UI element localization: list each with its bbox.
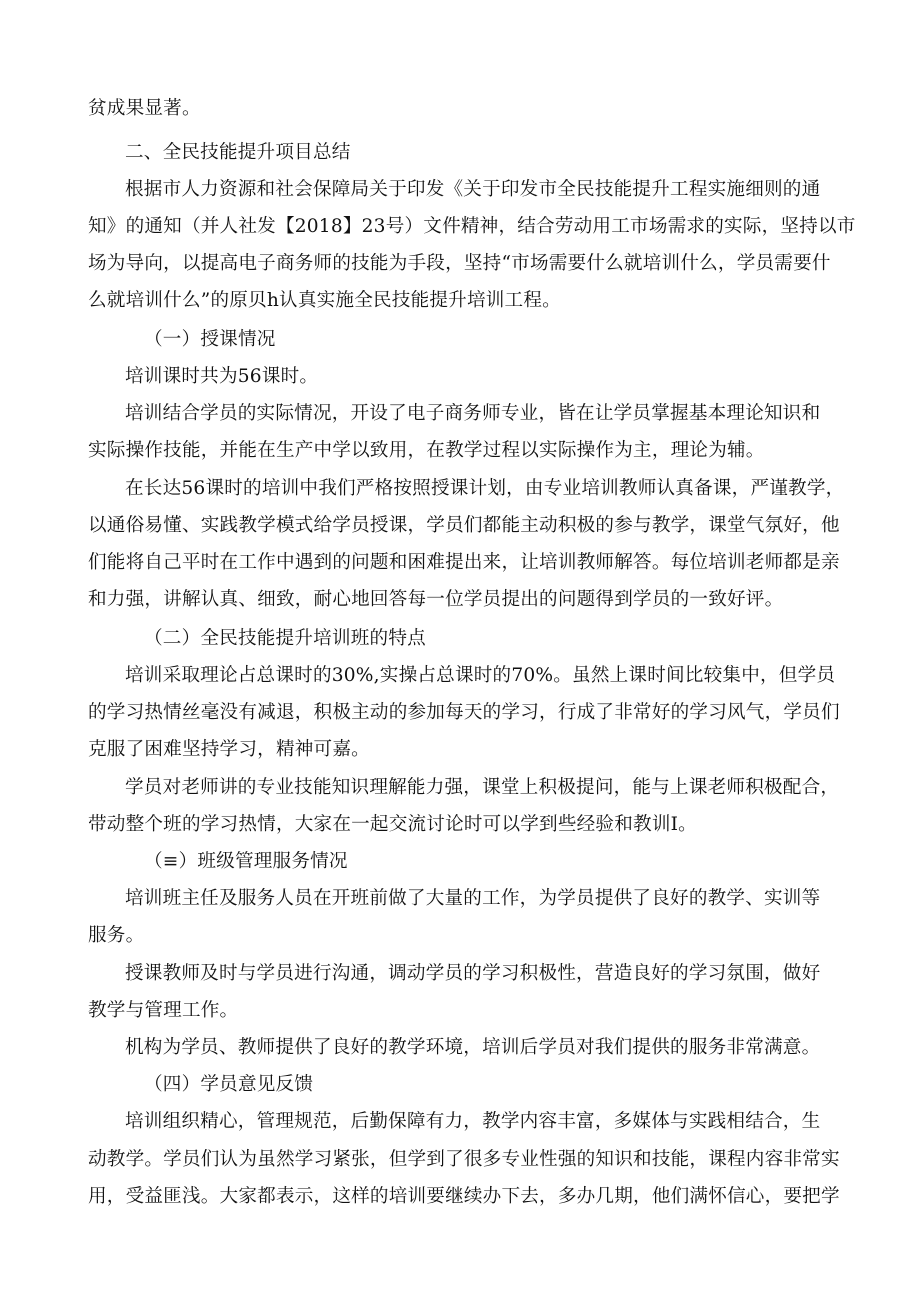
subsection-heading: （二）全民技能提升培训班的特点	[144, 628, 426, 649]
paragraph-line: 学员对老师讲的专业技能知识理解能力强，课堂上积极提问，能与上课老师积极配合，	[125, 777, 840, 798]
paragraph-line: 们能将自己平时在工作中遇到的问题和困难提出来，让培训教师解答。每位培训老师都是亲	[88, 552, 840, 573]
paragraph-line: 培训班主任及服务人员在开班前做了大量的工作，为学员提供了良好的教学、实训等	[125, 888, 821, 909]
paragraph-line: 教学与管理工作。	[88, 1000, 239, 1021]
paragraph-line: 培训采取理论占总课时的30%,实操占总课时的70%。虽然上课时间比较集中，但学员	[125, 665, 836, 686]
paragraph-line: 培训课时共为56课时。	[125, 366, 319, 387]
paragraph-line: 贫成果显著。	[88, 98, 201, 119]
paragraph-line: 培训结合学员的实际情况，开设了电子商务师专业，皆在让学员掌握基本理论知识和	[125, 403, 821, 424]
paragraph-line: 知》的通知（并人社发【2018】23号）文件精神，结合劳动用工市场需求的实际，坚持以市	[88, 216, 856, 237]
subsection-heading: （一）授课情况	[144, 329, 276, 350]
paragraph-line: 机构为学员、教师提供了良好的教学环境，培训后学员对我们提供的服务非常满意。	[125, 1037, 821, 1058]
subsection-heading: （四）学员意见反馈	[144, 1074, 314, 1095]
paragraph-line: 克服了困难坚持学习，精神可嘉。	[88, 739, 370, 760]
paragraph-line: 的学习热情丝毫没有减退，积极主动的参加每天的学习，行成了非常好的学习风气，学员们	[88, 702, 840, 723]
subsection-heading: （≡）班级管理服务情况	[144, 851, 348, 872]
section-heading: 二、全民技能提升项目总结	[125, 142, 351, 163]
paragraph-line: 实际操作技能，并能在生产中学以致用，在教学过程以实际操作为主，理论为辅。	[88, 440, 765, 461]
paragraph-line: 动教学。学员们认为虽然学习紧张，但学到了很多专业性强的知识和技能，课程内容非常实	[88, 1149, 840, 1170]
paragraph-line: 用，受益匪浅。大家都表示，这样的培训要继续办下去，多办几期，他们满怀信心，要把学	[88, 1186, 840, 1207]
paragraph-line: 服务。	[88, 925, 145, 946]
paragraph-line: 带动整个班的学习热情，大家在一起交流讨论时可以学到些经验和教训I。	[88, 814, 697, 835]
paragraph-line: 场为导向，以提高电子商务师的技能为手段，坚持“市场需要什么就培训什么，学员需要什	[88, 253, 831, 274]
paragraph-line: 根据市人力资源和社会保障局关于印发《关于印发市全民技能提升工程实施细则的通	[125, 179, 821, 200]
paragraph-line: 授课教师及时与学员进行沟通，调动学员的学习积极性，营造良好的学习氛围，做好	[125, 963, 821, 984]
paragraph-line: 在长达56课时的培训中我们严格按照授课计划，由专业培训教师认真备课，严谨教学，	[125, 478, 845, 499]
paragraph-line: 以通俗易懂、实践教学模式给学员授课，学员们都能主动积极的参与教学，课堂气氛好，他	[88, 515, 840, 536]
paragraph-line: 培训组织精心，管理规范，后勤保障有力，教学内容丰富，多媒体与实践相结合，生	[125, 1111, 821, 1132]
paragraph-line: 和力强，讲解认真、细致，耐心地回答每一位学员提出的问题得到学员的一致好评。	[88, 589, 784, 610]
paragraph-line: 么就培训什么”的原贝h认真实施全民技能提升培训工程。	[88, 290, 561, 311]
